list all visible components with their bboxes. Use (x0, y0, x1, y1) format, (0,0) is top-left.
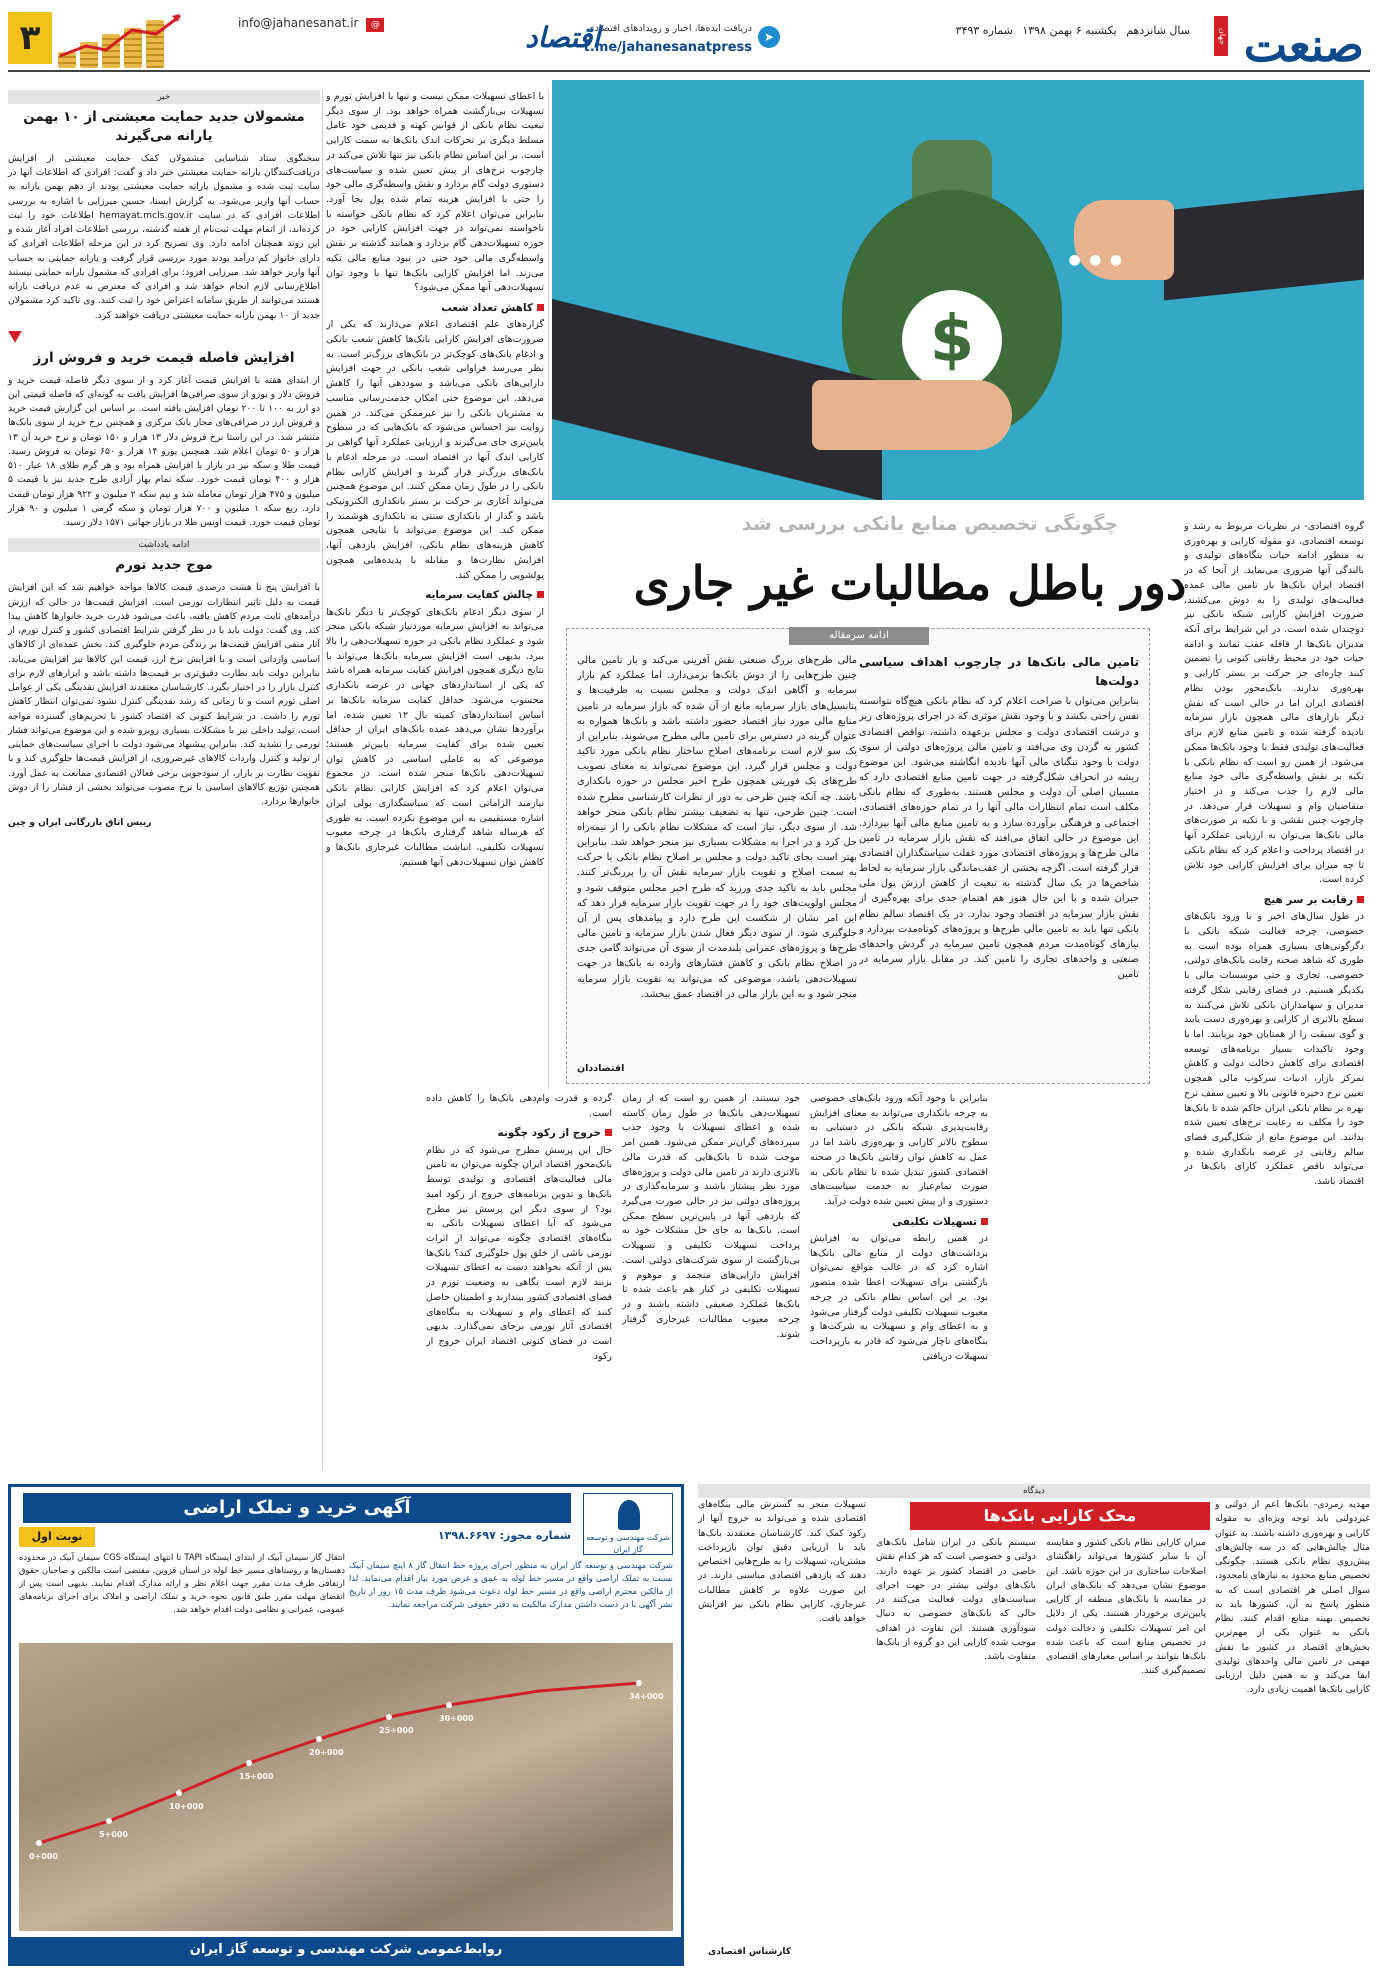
subhead-mandatory: تسهیلات تکلیفی (810, 1214, 988, 1230)
editorial-byline: اقتصاددان (577, 1063, 625, 1075)
competition-text: در طول سال‌های اخیر و با ورود بانک‌های خصوصی، چرخه فعالیت شبکه بانکی با دگرگونی‌های بسیاری همراه بوده است به طوری که شاهد صحنه رقابت بانک‌های دولتی، خصوصی، تجاری و حتی موسسات مالی با یکدیگر هستیم. در فضای رقابتی شکل گرفته مدیران و سهامداران بانکی تلاش می‌کنند به سطح بالاتری از کارایی و بهره‌وری دست یابند و گوی سبقت را از همتایان خود بربایند. اما با وجود تاکیدات بسیار برنامه‌های توسعه اقتصادی برای کاهش دخالت دولت و کاهش تمرکز بازار، ادبیات سرکوب مالی همچون تعیین نرخ ذخیره قانونی بالا و تعیین سقف نرخ بهره بر نظام بانکی ایران حاکم شده تا بانک‌ها خود را مکلف به رعایت نرخ‌های تعیین شده بدانند. این موضوع مانع از شکل‌گیری فضای سالم رقابتی در عرصه بانکداری شده و می‌تواند ناقض عملکرد کارای بانک‌ها در اقتصاد باشد. (1184, 911, 1364, 1188)
email-address[interactable]: info@jahanesanat.ir (238, 16, 359, 30)
note-byline: رییس اتاق بازرگانی ایران و چین (8, 818, 152, 829)
lower-column-5 (426, 1092, 612, 1472)
viewpoint-label: دیدگاه (698, 1484, 1370, 1498)
mail-icon: @ (366, 18, 384, 32)
telegram-promo[interactable] (450, 12, 780, 64)
hero-illustration (552, 80, 1364, 500)
editorial-continuation (566, 628, 1150, 1084)
editorial-text-right: بنابراین می‌توان با صراحت اعلام کرد که نظام بانکی هیچ‌گاه نتوانسته نفس راحتی بکشد و با وجود نقش موثری که در اجرای پروژه‌های ریز و درشت اقتصادی دولت و مجلس برعهده داشته، نواقص اقتصادی کشور به گردن وی می‌افتد و تامین مالی پروژه‌های دولتی از سوی دولت با وجود تنگنای مالی آنها نادیده انگاشته می‌شود. این موضوع ریشه در انحراف شکل‌گرفته در جهت تامین منابع اقتصادی دارد که مسببان اصلی آن دولت و مجلس هستند. به‌طوری که نظام بانکی مکلف است تمام انتظارات مالی آنها را در تمام حوزه‌های اقتصادی، اجتماعی و فرهنگی برآورده سازد و به تامین منابع مالی آنها بپردازد. این موضوع در حالی اتفاق می‌افتد که نقش بازار سرمایه در تامین مالی طرح‌ها و پروژه‌های اقتصادی مورد غفلت سیاستگذاران اقتصادی قرار گرفته است. اگرچه بخشی از عقب‌ماندگی بازار سرمایه به لحاظ شاخص‌ها در یک سال گذشته به تبعیت از کاهش ارزش پول ملی جبران شده و با این حال هنوز هم اهتمام جدی برای بهره‌گیری از نقش بازار سرمایه در اقتصاد وجود ندارد. در یک اقتصاد سالم نظام بانکی تنها باید به تامین مالی طرح‌ها و پروژه‌های کوتاه‌مدت بپردازد و نیازهای کوتاه‌مدت مردم همچون تامین سرمایه در گردش واحدهای صنعتی و واحدهای تجاری را تامین کند. در مقابل بازار سرمایه در تامین (859, 696, 1139, 981)
email-box[interactable] (238, 14, 384, 33)
coins-graphic (56, 12, 186, 68)
news-column (8, 90, 320, 1470)
company-name: شرکت مهندسی و توسعه گاز ایران (586, 1533, 670, 1555)
lower-column-4 (622, 1092, 800, 1472)
trend-arrow-icon (56, 12, 186, 68)
newspaper-logo: صنعت (1243, 18, 1364, 72)
section-title: اقتصاد (525, 21, 600, 54)
page-number: ۳ (8, 12, 52, 64)
column-divider (322, 90, 323, 1470)
issue-line (950, 22, 1190, 39)
km-label: 0+000 (29, 1852, 58, 1861)
dollar-icon: $ (902, 290, 1002, 390)
news1-body: سخنگوی ستاد شناسایی مشمولان کمک حمایت معیشتی از افزایش دریافت‌کنندگان یارانه حمایت معیشتی خبر داد و گفت: افرادی که اطلاعات آنها در سایت ثبت شده و مشمول یارانه حمایت معیشتی بودند از دهم بهمن یارانه به حساب آنها واریز می‌شود. به گزارش ایسنا، حسین میرزایی با اشاره به بررسی اطلاعات افرادی که در سایت hemayat.mcls.gov.ir اطلاعات خود را ثبت کرده‌اند، از اتمام مهلت ثبت‌نام از هفته گذشته، بررسی اطلاعات افراد آغاز شده و این روند همچنان ادامه دارد. وی تصریح کرد در این مرحله اطلاعات افرادی که دارای خانوار کم درآمد بودند مورد بررسی قرار گرفت و یارانه حمایتی به حساب آنها واریز خواهد شد. میرزایی افزود: برای افرادی که مشمول یارانه حمایتی نیستند اطلاع‌رسانی لازم انجام خواهد شد و افرادی که معترض به عدم دریافت یارانه هستند می‌توانند از طریق سامانه اعتراض خود را ثبت کنند. وی تاکید کرد مشمولان جدید از ۱۰ بهمن یارانه حمایت معیشتی دریافت خواهند کرد. (8, 152, 320, 321)
km-label: 10+000 (169, 1802, 204, 1811)
viewpoint-column-1: مهدیه زمردی- بانک‌ها اعم از دولتی و غیردولتی باید توجه ویژه‌ای به مقوله کارایی و بهره‌وری داشته باشند. به عنوان مثال چالش‌هایی که در سه چالش‌های پیش‌روی نظام بانکی هستند. چگونگی تخصیص منابع محدود به نیازهای نامحدود، سوال اصلی هر اقتصادی است که به منظور پاسخ به آن، کشورها باید به تخصیص بهینه منابع اقدام کنند. نظام بانکی به عنوان یکی از مهم‌ترین بخش‌های اقتصاد در کشور ما نقش مهمی در تامین مالی واحدهای تولیدی ایفا می‌کند و به همین دلیل ارزیابی کارایی بانک‌ها اهمیت زیادی دارد. (1215, 1499, 1370, 1696)
km-label: 20+000 (309, 1748, 344, 1757)
cuff-buttons: ● ● ● (1068, 252, 1124, 268)
viewpoint-column-2: میزان کارایی نظام بانکی کشور و مقایسه آن با سایر کشورها می‌تواند راهگشای اصلاحات ساختاری در این حوزه باشد. این موضوع نشان می‌دهد که بانک‌های ایران در مقایسه با بانک‌های منطقه از کارایی پایین‌تری برخوردار هستند. یکی از دلایل این امر تسهیلات تکلیفی و دخالت دولت در تخصیص منابع است که باعث شده بانک‌ها نتوانند بر اساس معیارهای اقتصادی تصمیم‌گیری کنند. (1046, 1537, 1206, 1677)
subhead-capital: چالش کفایت سرمایه (326, 587, 544, 603)
gas-flame-icon (618, 1500, 640, 1530)
km-label: 34+000 (629, 1692, 664, 1701)
km-label: 25+000 (379, 1726, 414, 1735)
branches-text: گزاره‌های علم اقتصادی اعلام می‌دارند که یکی از ضرورت‌های افزایش کارایی بانک‌ها کاهش شعب بانکی و ادغام بانک‌های کوچک‌تر در بانک‌های بزرگ‌تر است. به نظر می‌رسد فراوانی شعب بانکی در جهت افزایش دارایی‌های بانکی می‌باشد و سوددهی آنها را کاهش می‌دهد. این موضوع حتی امکان خدمت‌رسانی مناسب به مشتریان بانکی را نیز غیرممکن می‌کند. در همین روایت نیز احساس می‌شود که بانک‌هایی که در سطوح پایین‌تری جای می‌گیرند و ارزیابی عملکرد آنها گواهی بر کارایی اندک آنها در اقتصاد است. در مرحله ادغام با بانک‌های بزرگ‌تر قرار گیرند و افزایش کارایی نظام بانکی را در طول زمان ممکن کنند. این موضوع همچنین می‌تواند آغازی بر حرکت بر بستر بانکداری الکترونیکی باشد و گذار از بانکداری سنتی به بانکداری هوشمند را ممکن کند. این موضوع می‌تواند با نتایجی همچون کاهش هزینه‌های نظام بانکی، افزایش بازدهی آنها، افزایش نظارت‌ها و مقابله با پدیده‌هایی همچون پولشویی را ممکن کند. (326, 319, 544, 581)
km-marker (386, 1714, 392, 1720)
km-marker (246, 1760, 252, 1766)
km-label: 5+000 (99, 1830, 128, 1839)
ad-title: آگهی خرید و تملک اراضی (23, 1493, 571, 1523)
issue-year: سال شانزدهم (1126, 24, 1190, 37)
km-marker (316, 1736, 322, 1742)
ad-footer: روابط‌عمومی شرکت مهندسی و توسعه گاز ایران (11, 1937, 681, 1963)
subhead-branches: کاهش تعداد شعب (326, 300, 544, 316)
mid-text: با اعطای تسهیلات ممکن نیست و تنها با افزایش تورم و تسهیلات بی‌بازگشت همراه خواهد بود. از سوی دیگر تبعیت نظام بانکی از قوانین کهنه و قدیمی خود عامل مسلط دیگری بر تحرکات اندک بانک‌ها به سمت کارایی است. بر این اساس نظام بانکی نیز تنها تلاش می‌کند در چارچوب نرخ‌های از پیش تعیین شده و سیاست‌های دستوری دولت گام بردارد و نقش واسطه‌گری مالی خود را حتی با افزایش هزینه تمام شده پول بجا آورد. بنابراین می‌توان اعلام کرد که نظام بانکی خواسته یا ناخواسته نمی‌تواند در جهت افزایش کارایی خود در حوزه تسهیلات‌دهی گام بردارد و همانند گذشته بر نقش واسطه‌گری مالی خود حتی در نبود منابع مالی تکیه می‌زند. اما افزایش کارایی بانک‌ها تنها با وجود توان تسهیلات‌دهی آنها ممکن می‌شود؟ (326, 91, 544, 294)
viewpoint-column-4: تسهیلات منجر به گسترش مالی بنگاه‌های اقتصادی شده و می‌تواند به خروج آنها از رکود کمک کند. کارشناسان معتقدند بانک‌ها باید با ارزیابی دقیق توان بازپرداخت مشتریان، تسهیلات را به طرح‌هایی اختصاص دهند که بازدهی اقتصادی مناسبی دارند. در این صورت علاوه بر کاهش مطالبات غیرجاری، کارایی نظام بانکی نیز افزایش خواهد یافت. (698, 1499, 866, 1624)
km-marker (636, 1680, 642, 1686)
km-label: 30+000 (439, 1714, 474, 1723)
viewpoint-byline: کارشناس اقتصادی (708, 1947, 792, 1958)
company-logo (583, 1493, 673, 1555)
km-marker (106, 1818, 112, 1824)
subhead-competition: رقابت بر سر هیچ (1184, 892, 1364, 908)
issue-number: شماره ۳۴۹۳ (955, 24, 1013, 37)
capital-text: از سوی دیگر ادغام بانک‌های کوچک‌تر با دیگر بانک‌ها می‌تواند به افزایش سرمایه موردنیاز شبکه بانکی منجر شود و عملکرد نظام بانکی در حوزه تسهیلات‌دهی را بالا ببرد. بدیهی است افزایش سرمایه بانک‌ها می‌تواند با نتایج دیگری همچون افزایش کفایت سرمایه همراه باشد که یکی از استانداردهای جهانی در عرصه بانکداری محسوب می‌شود. حداقل کفایت سرمایه بانک‌ها بر اساس استانداردهای کمیته بال ۱۲ تعیین شده، اما برآوردها نشان می‌دهد عمده بانک‌های ایران از حداقل تعیین شده برای کفایت سرمایه پایین‌تر هستند؛ موضوعی که به عاملی اساسی در کاهش توان تسهیلات‌دهی بانک‌ها منجر شده است. در مجموع می‌توان اعلام کرد که افزایش کارایی نظام بانکی نیازمند الزاماتی است که سیاستگذاری پولی ایران اشاره مستقیمی به این موضوع نکرده است. به طوری که هرساله شاهد گرفتاری بانک‌ها در چرخه معیوب تسهیلات تکلیفی، انباشت مطالبات غیرجاری بانک‌ها و کاهش توان تسهیلات‌دهی آنها هستیم. (326, 606, 544, 868)
viewpoint-column-3: سیستم بانکی در ایران شامل بانک‌های دولتی و خصوصی است که هر کدام نقش خاصی در اقتصاد کشور بر عهده دارند. بانک‌های دولتی بیشتر در جهت اجرای سیاست‌های دولت فعالیت می‌کنند در حالی که بانک‌های خصوصی به دنبال سودآوری هستند. این تفاوت در اهداف موجب شده کارایی این دو گروه از بانک‌ها متفاوت باشد. (876, 1537, 1036, 1662)
masthead (1195, 8, 1370, 72)
viewpoint-title[interactable]: محک کارایی بانک‌ها (910, 1502, 1210, 1530)
editorial-text-left: مالی طرح‌های بزرگ صنعتی نقش آفرینی می‌کند و بار تامین مالی چنین طرح‌هایی را از دوش بانک‌ها برمی‌دارد. اما عملکرد کم بازار سرمایه و آگاهی اندک دولت و مجلس نسبت به ظرفیت‌ها و پتانسیل‌های بازار سرمایه مانع از آن شده که بازار سرمایه در تامین منابع مالی مورد نیاز اقتصاد حضور داشته باشد و بانک‌ها همواره به عنوان گزینه در دسترس برای تامین مالی مطرح می‌شوند. بنابراین از یک سو لازم است برنامه‌های اصلاح ساختار نظام بانکی مورد تاکید دولت و مجلس قرار گیرد. این موضوع نمی‌تواند به معنای تصویب طرح‌های یک فوریتی همچون طرح اخیر مجلس در حوزه بانکداری باشد. چه آنکه چنین طرحی به دور از نظرات کارشناسی مطرح شده است. چنین طرحی، تنها به تضعیف بیشتر نظام بانکی منجر خواهد شد. از سوی دیگر، نیاز است که مشکلات نظام بانکی را از نیمه‌راه حل کرد و در اجرا به مشکلات بسیاری نیز منجر خواهد شد. بنابراین بهتر است بجای تاکید دولت و مجلس بر اصلاح نظام بانکی با حرکت به سمت اصلاح و تقویت بازار سرمایه نقش آن را پررنگ‌تر کنند. مجلس باید به تاکید جدی ورزید که طرح اخیر مجلس متوقف شود و مجلس اولویت‌های خود را در جهت تقویت بازار سرمایه قرار دهد که این امر نشان از شکست این طرح دارد و پیامدهای پس از آن جلوگیری شود. از سوی دیگر فعال شدن بازار سرمایه و تامین مالی طرح‌ها و پروژه‌های عمرانی بلندمدت از سوی آن می‌تواند گامی جدی در اصلاح نظام بانکی و کاهش فشارهای وارده به بانک‌ها در جهت تسهیلات‌دهی باشد، موضوعی که می‌تواند به تقویت بازار سرمایه منجر شود و به این بازار مالی در اقتصاد عمق ببخشد. (577, 655, 857, 1000)
pipeline-route-svg (19, 1643, 673, 1931)
article-kicker: چگونگی تخصیص منابع بانکی بررسی شد (741, 513, 1119, 535)
pipeline-route-line (39, 1683, 639, 1843)
page-header (8, 8, 1370, 72)
ad-permit: شماره مجوز: ۱۳۹۸.۶۶۹۷ (437, 1529, 571, 1542)
viewpoint-article (698, 1484, 1370, 1966)
note-body: با افزایش پنج تا هشت درصدی قیمت کالاها مواجه خواهیم شد که این افزایش قیمت به دلیل تاثیر انتظارات تورمی است. افزایش قیمت‌ها در حالی که ارزش درآمدهای ثابت مردم کاهش یافته، باعث می‌شود قدرت خرید خانوارها کاهش پیدا کند. وی گفت: دولت باید با در نظر گرفتن شرایط اقتصادی کشور و کنترل تورم، از آثار منفی افزایش قیمت‌ها بر زندگی مردم جلوگیری کند. بخش عمده‌ای از کالاهای اساسی وارداتی است و با افزایش نرخ ارز، قیمت این کالاها نیز افزایش می‌یابد. بنابراین دولت باید نظارت دقیق‌تری بر قیمت‌ها داشته باشد و ابزارهای لازم برای کنترل بازار را در اختیار بگیرد. کارشناسان معتقدند افزایش نقدینگی یکی از عوامل اصلی تورم است و تا زمانی که رشد نقدینگی کنترل نشود نمی‌توان انتظار کاهش تورم را داشت. در شرایط کنونی که اقتصاد کشور با تحریم‌های گسترده مواجه است، تولید داخلی نیز با مشکلات بسیاری روبرو شده و این موضوع می‌تواند فشار تورمی را تشدید کند. بنابراین پیشنهاد می‌شود دولت با اجرای سیاست‌های حمایتی از تولید و کنترل واردات کالاهای غیرضروری، از افزایش قیمت‌ها جلوگیری کند و با تقویت نظارت بر بازار، از سودجویی برخی فعالان اقتصادی ممانعت به عمل آورد. همچنین توزیع کالاهای اساسی با نرخ مصوب می‌تواند بخشی از فشار را از دوش خانوارها بردارد. (8, 582, 320, 808)
intro-text: گروه اقتصادی- در نظریات مربوط به رشد و توسعه اقتصادی، دو مقوله کارایی و بهره‌وری به منظور ادامه حیات بنگاه‌های تولیدی و بالندگی آنها ضروری می‌نماید. از آنجا که در اقتصاد ایران بانک‌ها بار تامین مالی عمده فعالیت‌های تولیدی را به دوش می‌کشند، ضرورت افزایش کارایی شبکه بانکی نیز دوچندان شده است. در این شرایط برای آنکه مدیران بانک‌ها از قافله عقب نمانند و ادامه حیات خود در محیط رقابتی کنونی را تضمین کنند چاره‌ای جز حرکت بر بستر کارایی و بهره‌وری ندارند. بانک‌محور بودن نظام اقتصادی ایران اما در حالی است که نقش دیگر بازارهای مالی همچون بازار سرمایه نادیده گرفته شده و تامین منابع لازم برای فعالیت‌های تولیدی فقط با وجود بانک‌ها ممکن می‌شود. از همین رو است که نظام بانکی با تکیه بر نقش واسطه‌گری مالی خود منابع مالی لازم را جذب می‌کند و در اختیار متقاضیان وام و تسهیلات قرار می‌دهد. در چارچوب چنین نقشی و با تکیه بر صورت‌های مالی بانک‌ها می‌توان به ارزیابی عملکرد آنها در اقتصاد پرداخت و اعلام کرد که نظام بانکی تا چه میزان برای افزایش کارایی خود تلاش کرده است. (1184, 521, 1364, 886)
note-title[interactable]: موج جدید تورم (115, 557, 213, 574)
low-c4-text: خود نیستند. از همین رو است که از زمان تسهیلات‌دهی بانک‌ها در طول زمان کاسته شده و اعطای تسهیلات با وجود جذب سپرده‌های گران‌تر ممکن می‌شود. همین امر موجب شده تا بانک‌هایی که قدرت مالی بالاتری دارند در تامین مالی دولت و پروژه‌های مورد نظر پیشتاز باشند و سرمایه‌گذاری در پروژه‌های دولتی نیز در حالی صورت می‌گیرد که بازدهی آنها در پایین‌ترین سطح ممکن است. بانک‌ها به جای حل مشکلات خود به پرداخت تسهیلات تکلیفی و تسهیلات بی‌بازگشت از سوی شرکت‌های دولتی است. افزایش دارایی‌های منجمد و موهوم و تسهیلات تکلیفی در کنار هم باعث شده تا بانک‌ها عملکرد ضعیفی داشته باشند و در چرخه معیوب مطالبات غیرجاری گرفتار شوند. (622, 1093, 800, 1340)
telegram-text: دریافت ایده‌ها، اخبار و رویدادهای اقتصادی (587, 23, 752, 34)
telegram-icon: ➤ (758, 26, 780, 48)
editorial-column-left (577, 653, 857, 1077)
ad-text-right: شرکت مهندسی و توسعه گاز ایران به منظور اجرای پروژه خط انتقال گاز ۸ اینچ سیمان آبیک نسبت به تملک اراضی واقع در مسیر خط لوله به عمق و عرض مورد نیاز اقدام می‌نماید. لذا از مالکین محترم اراضی واقع در مسیر خط لوله دعوت می‌شود ظرف مدت ۱۵ روز از تاریخ نشر آگهی با در دست داشتن مدارک مالکیت به دفتر حقوقی شرکت مراجعه نمایند. (349, 1560, 673, 1610)
telegram-link[interactable]: t.me/jahanesanatpress (583, 40, 752, 55)
mandatory-text: در همین رابطه می‌توان به افزایش برداشت‌های دولت از منابع مالی بانک‌ها اشاره کرد که در غالب مواقع نمی‌توان بازگشتی برای تسهیلات اعطا شده متصور بود. بر این اساس نظام بانکی در چرخه معیوب تسهیلات تکلیفی دولت گرفتار می‌شود و به اعطای وام و تسهیلات به شرکت‌ها و بنگاه‌های ناچار می‌شود که قادر به بازپرداخت تسهیلات دریافتی (810, 1233, 988, 1362)
km-label: 15+000 (239, 1772, 274, 1781)
ad-round-badge: نوبت اول (19, 1527, 95, 1547)
news2-body: از ابتدای هفته با افزایش قیمت آغاز کرد و از سوی دیگر فاصله قیمت خرید و فروش دلار و یورو از سوی صرافی‌ها افزایش یافت به گونه‌ای که فاصله قیمتی این دو ارز به ۱۰۰ تا ۲۰۰ تومان افزایش یافته است. بر اساس این گزارش قیمت خرید و فروش ارز در صرافی‌های مجاز بانک مرکزی و همچنین نرخ خرید از سوی بانک‌ها منتشر شد. در این راستا نرخ فروش دلار ۱۳ هزار و ۱۵۰ تومان و نرخ خرید آن ۱۳ هزار و ۵۰ تومان اعلام شد. همچنین یورو ۱۴ هزار و ۶۵۰ تومان به فروش رسید. قیمت طلا و سکه نیز در بازار با افزایش همراه بود و هر گرم طلای ۱۸ عیار ۵۱۰ هزار و ۴۰۰ تومان قیمت خورد. سکه تمام بهار آزادی طرح جدید نیز با قیمت ۵ میلیون و ۴۷۵ هزار تومان معامله شد و نیم سکه ۲ میلیون و ۹۲۲ هزار تومان قیمت دارد. ربع سکه ۱ میلیون و ۷۰۰ هزار تومان و سکه گرمی ۱ میلیون و ۹۰ هزار تومان قیمت خورد. قیمت اونس طلا در بازار جهانی ۱۵۷۱ دلار رسید. (8, 374, 321, 529)
low-c5-text: گرده و قدرت وام‌دهی بانک‌ها را کاهش داده است. (426, 1093, 612, 1119)
middle-column (326, 90, 544, 1090)
ad-text-left: انتقال گاز سیمان آبیک از ابتدای ایستگاه TAPI تا انتهای ایستگاه CGS سیمان آبیک در محدوده دهستان‌ها و روستاهای مسیر خط لوله در استان قزوین. مقتضی است مالکین و صاحبان حقوق ارتفاقی ظرف مدت مقرر جهت اعلام نظر و ارائه مدارک اقدام نمایند. بدیهی است پس از انقضای مهلت مقرر طبق قانون نحوه خرید و تملک اراضی و املاک برای اجرای برنامه‌های عمومی، عمرانی و نظامی دولت اقدام خواهد شد. (19, 1552, 345, 1615)
intro-column (1184, 520, 1364, 1280)
article-title: دور باطل مطالبات غیر جاری (633, 556, 1187, 610)
red-arrow-icon (8, 331, 22, 343)
editorial-column-right (859, 653, 1139, 1077)
km-marker (176, 1790, 182, 1796)
note-label: ادامه یادداشت (8, 538, 320, 552)
column-divider (548, 90, 549, 1090)
exit-text: حال این پرسش مطرح می‌شود که در نظام بانک‌محور اقتصاد ایران چگونه می‌توان به تامین مالی فعالیت‌های اقتصادی و تولیدی توسط بانک‌ها و تدوین برنامه‌های خروج از رکود امید بود؟ از سوی دیگر این پرسش نیز مطرح می‌شود که آیا اعطای تسهیلات بانکی به بنگاه‌های اقتصادی چگونه می‌تواند از اثرات تورمی ناشی از خلق پول جلوگیری کند؟ بانک‌ها پس از آنکه بخواهند دست به اعطای تسهیلات بزنند لازم است نگاهی به وضعیت تورم در فضای اقتصادی کشور بیندازند و اطمینان حاصل کنند که اعطای وام و تسهیلات به بنگاه‌های اقتصادی آثار تورمی برجای نمی‌گذارد. بدیهی است در فضای کنونی اقتصاد ایران خروج از رکود (426, 1144, 612, 1362)
issue-date: یکشنبه ۶ بهمن ۱۳۹۸ (1022, 24, 1117, 37)
lower-column-3 (810, 1092, 988, 1472)
land-acquisition-ad[interactable] (8, 1484, 684, 1966)
continuation-label: ادامه سرمقاله (789, 627, 929, 645)
logo-sub: جهان (1214, 16, 1228, 56)
pipeline-route-map (19, 1643, 673, 1931)
km-marker (36, 1840, 42, 1846)
sleeve-top (1164, 189, 1364, 300)
hand-bottom (812, 380, 1012, 450)
news2-title[interactable]: افزایش فاصله قیمت خرید و فروش ارز (33, 349, 295, 366)
news1-title[interactable]: مشمولان جدید حمایت معیشتی از ۱۰ بهمن یارانه می‌گیرند (23, 109, 305, 144)
news-label: خبر (8, 90, 320, 104)
subhead-exit: خروج از رکود چگونه (426, 1125, 612, 1141)
low-c3-text: بنابراین با وجود آنکه ورود بانک‌های خصوصی به چرخه بانکداری می‌تواند به معنای افزایش رقابت‌پذیری شبکه بانکی در دستیابی به سطوح بالاتر کارایی و بهره‌وری باشد اما در عمل به کاهش توان رقابتی بانک‌ها در صحنه اقتصادی کشور تبدیل شده تا نظام بانکی به صورت تمام‌عیار به خدمت سیاست‌های دستوری و از پیش تعیین شده دولت درآید. (810, 1093, 988, 1208)
km-marker (446, 1702, 452, 1708)
editorial-subhead: تامین مالی بانک‌ها در چارچوب اهداف سیاسی دولت‌ها (859, 655, 1139, 688)
